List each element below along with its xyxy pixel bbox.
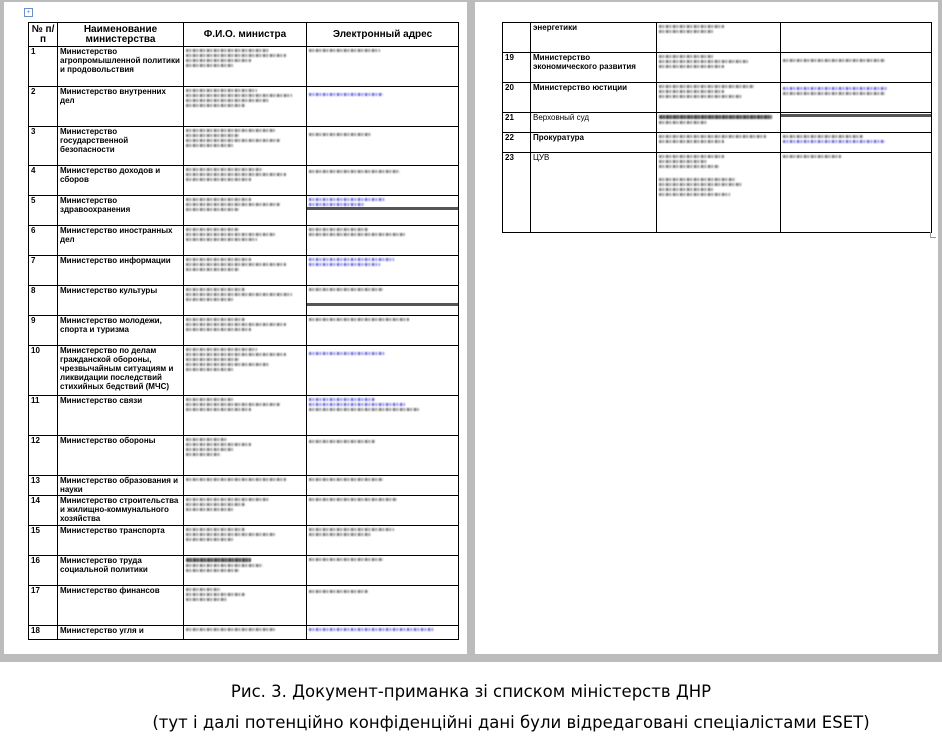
ministry-name: Министерство внутренних дел (58, 87, 184, 127)
document-page-left (4, 2, 467, 654)
ministry-name: Министерство молодежи, спорта и туризма (58, 316, 184, 346)
table-move-handle-icon[interactable]: + (24, 8, 33, 17)
table-row (503, 83, 932, 113)
redacted-name (184, 87, 307, 127)
table-row (29, 346, 459, 396)
ministries-table-continued (502, 22, 932, 233)
ministry-name: Министерство связи (58, 396, 184, 436)
redacted-email (307, 496, 459, 526)
header-email: Электронный адрес (307, 23, 459, 47)
table-row (503, 113, 932, 133)
row-number: 7 (29, 256, 58, 286)
table-row (29, 526, 459, 556)
row-number: 9 (29, 316, 58, 346)
table-row (29, 256, 459, 286)
row-number: 11 (29, 396, 58, 436)
redacted-email (781, 53, 932, 83)
redacted-email (307, 436, 459, 476)
redacted-email (307, 226, 459, 256)
row-number: 5 (29, 196, 58, 226)
header-ministry: Наименование министерства (58, 23, 184, 47)
row-number: 12 (29, 436, 58, 476)
row-number: 23 (503, 153, 531, 233)
redacted-email (307, 166, 459, 196)
document-page-right (475, 2, 938, 654)
ministry-name: Прокуратура (531, 133, 657, 153)
row-number: 2 (29, 87, 58, 127)
ministry-name: Министерство юстиции (531, 83, 657, 113)
row-number: 10 (29, 346, 58, 396)
row-number: 21 (503, 113, 531, 133)
ministries-table (28, 22, 459, 640)
redacted-email (307, 476, 459, 496)
redacted-name (184, 556, 307, 586)
redacted-email (307, 556, 459, 586)
redacted-email (307, 526, 459, 556)
redacted-email (781, 83, 932, 113)
row-number: 17 (29, 586, 58, 626)
row-number: 20 (503, 83, 531, 113)
row-number (503, 23, 531, 53)
row-number: 16 (29, 556, 58, 586)
ministry-name: энергетики (531, 23, 657, 53)
redacted-name (184, 586, 307, 626)
table-row (29, 87, 459, 127)
ministry-name: Министерство культуры (58, 286, 184, 316)
redacted-email (307, 127, 459, 166)
redacted-name (184, 436, 307, 476)
redacted-email (781, 23, 932, 53)
table-row (29, 166, 459, 196)
row-number: 13 (29, 476, 58, 496)
row-number: 14 (29, 496, 58, 526)
table-row (503, 53, 932, 83)
redacted-email (781, 133, 932, 153)
table-row (29, 286, 459, 316)
ministry-name: Министерство доходов и сборов (58, 166, 184, 196)
redacted-name (184, 396, 307, 436)
ministry-name: Министерство обороны (58, 436, 184, 476)
table-header-row (29, 23, 459, 47)
redacted-name (184, 47, 307, 87)
redacted-name (657, 113, 781, 133)
table-row (29, 496, 459, 526)
redacted-name (184, 166, 307, 196)
redacted-name (184, 226, 307, 256)
ministry-name: Министерство образования и науки (58, 476, 184, 496)
table-row (503, 23, 932, 53)
ministry-name: Министерство труда социальной политики (58, 556, 184, 586)
ministry-name: Министерство агропромышленной политики и продовольствия (58, 47, 184, 87)
ministry-name: Министерство информации (58, 256, 184, 286)
redacted-name (184, 476, 307, 496)
redacted-email (307, 196, 459, 226)
header-fio: Ф.И.О. министра (184, 23, 307, 47)
ministry-name: Министерство экономического развития (531, 53, 657, 83)
ministry-name: Министерство транспорта (58, 526, 184, 556)
redacted-name (184, 286, 307, 316)
redacted-name (184, 256, 307, 286)
redacted-name (184, 526, 307, 556)
table-row (29, 396, 459, 436)
row-number: 19 (503, 53, 531, 83)
ministry-name: ЦУВ (531, 153, 657, 233)
redacted-name (657, 53, 781, 83)
redacted-email (307, 256, 459, 286)
table-row (29, 476, 459, 496)
redacted-name (657, 83, 781, 113)
redacted-email (307, 286, 459, 316)
ministry-name: Министерство финансов (58, 586, 184, 626)
redacted-name (657, 23, 781, 53)
redacted-name (184, 626, 307, 640)
redacted-email (307, 346, 459, 396)
redacted-email (307, 47, 459, 87)
table-row (29, 316, 459, 346)
row-number: 8 (29, 286, 58, 316)
row-number: 15 (29, 526, 58, 556)
table-row (29, 436, 459, 476)
redacted-email (307, 396, 459, 436)
table-row (29, 226, 459, 256)
ministry-name: Министерство угля и (58, 626, 184, 640)
redacted-email (307, 586, 459, 626)
table-row (503, 153, 932, 233)
redacted-email (307, 626, 459, 640)
ministry-name: Министерство иностранных дел (58, 226, 184, 256)
row-number: 22 (503, 133, 531, 153)
row-number: 4 (29, 166, 58, 196)
row-number: 1 (29, 47, 58, 87)
redacted-email (781, 113, 932, 133)
table-row (29, 127, 459, 166)
table-row (29, 196, 459, 226)
table-row (29, 626, 459, 640)
redacted-name (657, 153, 781, 233)
figure-caption-title: Рис. 3. Документ-приманка зі списком міністерств ДНР (230, 682, 712, 701)
table-row (29, 586, 459, 626)
redacted-name (184, 346, 307, 396)
row-number: 3 (29, 127, 58, 166)
redacted-name (184, 127, 307, 166)
redacted-name (184, 316, 307, 346)
ministry-name: Министерство государственной безопасности (58, 127, 184, 166)
table-row (29, 47, 459, 87)
redacted-name (184, 496, 307, 526)
ministry-name: Верховный суд (531, 113, 657, 133)
row-number: 6 (29, 226, 58, 256)
redacted-name (184, 196, 307, 226)
redacted-name (657, 133, 781, 153)
ministry-name: Министерство строительства и жилищно-коммунального хозяйства (58, 496, 184, 526)
table-row (503, 133, 932, 153)
figure-caption-note: (тут і далі потенційно конфіденційні дані були відредаговані спеціалістами ESET) (152, 713, 870, 732)
row-number: 18 (29, 626, 58, 640)
ministry-name: Министерство по делам гражданской обороны, чрезвычайным ситуациям и ликвидации последствий стихийных бедствий (МЧС) (58, 346, 184, 396)
redacted-email (307, 316, 459, 346)
ministry-name: Министерство здравоохранения (58, 196, 184, 226)
redacted-email (781, 153, 932, 233)
page-margin-mark (930, 232, 936, 238)
redacted-email (307, 87, 459, 127)
table-row (29, 556, 459, 586)
header-num: № п/п (29, 23, 58, 47)
